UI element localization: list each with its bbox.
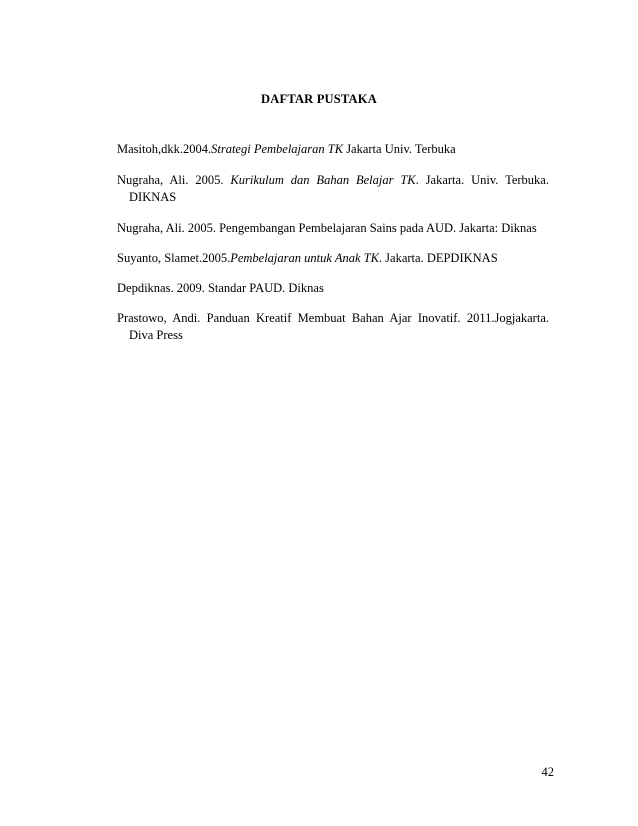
page-title: DAFTAR PUSTAKA xyxy=(261,92,377,106)
reference-entry xyxy=(117,220,549,237)
reference-entry xyxy=(117,141,549,158)
reference-publisher: Jakarta Univ. Terbuka xyxy=(343,142,456,156)
reference-entry xyxy=(117,310,549,344)
reference-title: Pembelajaran untuk Anak TK xyxy=(230,251,379,265)
reference-entry xyxy=(117,250,549,267)
reference-text: Depdiknas. 2009. Standar PAUD. Diknas xyxy=(117,281,324,295)
reference-list xyxy=(117,141,549,358)
reference-publisher: . Jakarta. DEPDIKNAS xyxy=(378,251,498,265)
page-number: 42 xyxy=(541,765,554,779)
reference-title: Strategi Pembelajaran TK xyxy=(211,142,344,156)
reference-text: Prastowo, Andi. Panduan Kreatif Membuat Bahan Ajar Inovatif. 2011.Jogjakarta. Diva Press xyxy=(117,311,549,342)
reference-text: Masitoh,dkk.2004. xyxy=(117,142,212,156)
reference-title: Kurikulum dan Bahan Belajar TK xyxy=(230,173,416,187)
reference-text: Nugraha, Ali. 2005. xyxy=(117,173,231,187)
reference-text: Suyanto, Slamet.2005. xyxy=(117,251,231,265)
reference-publisher: . Jakarta. Univ. Terbuka. DIKNAS xyxy=(129,173,549,204)
reference-entry xyxy=(117,280,549,297)
reference-entry xyxy=(117,172,549,206)
reference-text: Nugraha, Ali. 2005. Pengembangan Pembelajaran Sains pada AUD. Jakarta: Diknas xyxy=(117,221,537,235)
